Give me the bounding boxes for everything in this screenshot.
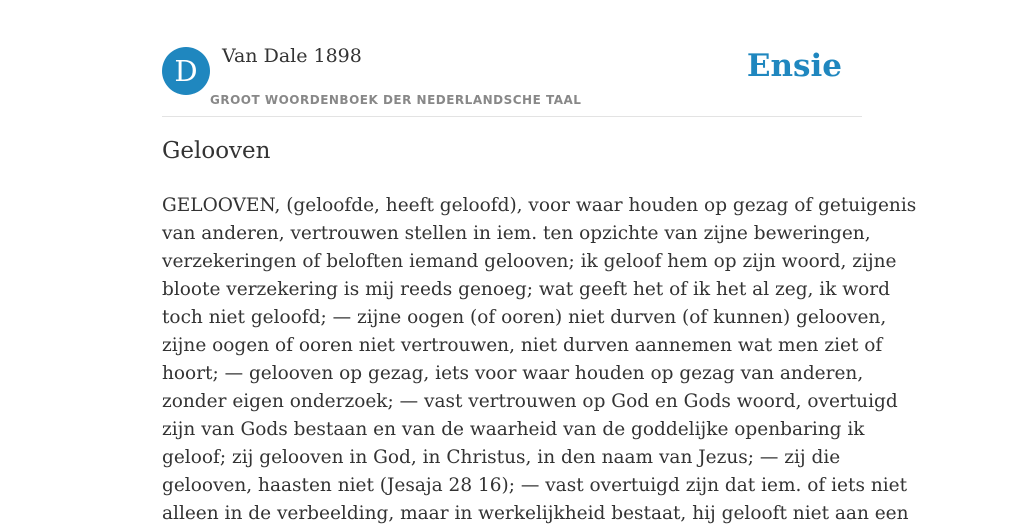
definition-line: zonder eigen onderzoek; — vast vertrouwen op God en Gods woord, overtuigd xyxy=(162,391,898,412)
definition-line: toch niet geloofd; — zijne oogen (of ooren) niet durven (of kunnen) gelooven, xyxy=(162,307,887,328)
dictionary-logo[interactable]: D xyxy=(162,47,210,95)
definition-line: gelooven, haasten niet (Jesaja 28 16); — vast overtuigd zijn dat iem. of iets niet xyxy=(162,475,908,496)
definition-line: GELOOVEN, (geloofde, heeft geloofd), voor waar houden op gezag of getuigenis xyxy=(162,195,917,216)
dictionary-subtitle: GROOT WOORDENBOEK DER NEDERLANDSCHE TAAL xyxy=(210,93,582,107)
ensie-brand-logo[interactable]: Ensie xyxy=(746,48,842,84)
entry-title: Gelooven xyxy=(162,138,271,164)
definition-line: bloote verzekering is mij reeds genoeg; wat geeft het of ik het al zeg, ik word xyxy=(162,279,890,300)
definition-line: alleen in de verbeelding, maar in werkelijkheid bestaat, hij gelooft niet aan een xyxy=(162,503,909,524)
definition-line: zijn van Gods bestaan en van de waarheid van de goddelijke openbaring ik xyxy=(162,419,865,440)
dictionary-title[interactable]: Van Dale 1898 xyxy=(222,45,362,67)
definition-line: zijne oogen of ooren niet vertrouwen, niet durven aannemen wat men ziet of xyxy=(162,335,883,356)
dictionary-header xyxy=(162,0,862,117)
definition-line: hoort; — gelooven op gezag, iets voor waar houden op gezag van anderen, xyxy=(162,363,864,384)
definition-line: van anderen, vertrouwen stellen in iem. ten opzichte van zijne beweringen, xyxy=(162,223,871,244)
entry-definition xyxy=(162,192,917,528)
definition-line: geloof; zij gelooven in God, in Christus, in den naam van Jezus; — zij die xyxy=(162,447,841,468)
definition-line: verzekeringen of beloften iemand gelooven; ik geloof hem op zijn woord, zijne xyxy=(162,251,897,272)
